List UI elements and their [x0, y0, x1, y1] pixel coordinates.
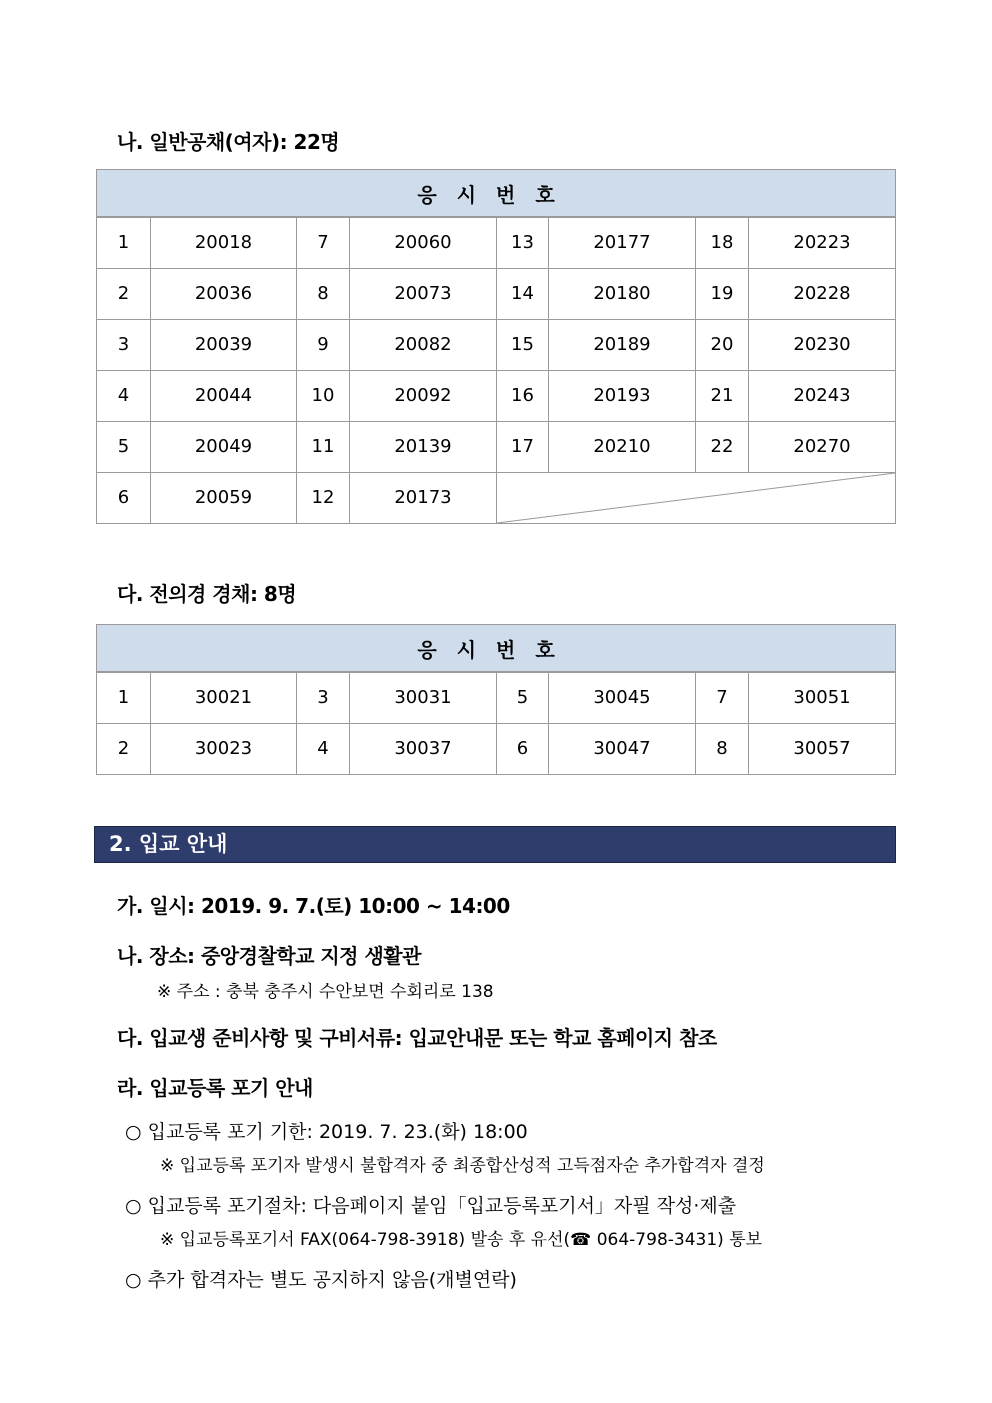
cell-index: 6 — [497, 723, 549, 774]
cell-index: 13 — [497, 217, 549, 268]
cell-index: 9 — [297, 319, 350, 370]
table-row — [97, 268, 896, 319]
section-title-conscript: 다. 전의경 경채: 8명 — [117, 582, 297, 606]
withdrawal-procedure: ○ 입교등록 포기절차: 다음페이지 붙임「입교등록포기서」자필 작성·제출 — [125, 1195, 737, 1217]
cell-exam-number: 30023 — [151, 723, 297, 774]
cell-exam-number: 20180 — [549, 268, 696, 319]
cell-index: 7 — [297, 217, 350, 268]
general-applicant-table — [96, 169, 896, 524]
section-title-general: 나. 일반공채(여자): 22명 — [117, 130, 340, 154]
withdrawal-procedure-note: ※ 입교등록포기서 FAX(064-798-3918) 발송 후 유선(☎ 064-798-3431) 통보 — [160, 1230, 763, 1250]
table-row — [97, 370, 896, 421]
cell-index: 18 — [696, 217, 749, 268]
cell-exam-number: 20092 — [350, 370, 497, 421]
cell-index: 17 — [497, 421, 549, 472]
cell-exam-number: 20243 — [749, 370, 896, 421]
cell-exam-number: 20230 — [749, 319, 896, 370]
cell-exam-number: 20177 — [549, 217, 696, 268]
cell-index: 22 — [696, 421, 749, 472]
cell-exam-number: 20139 — [350, 421, 497, 472]
cell-index: 5 — [97, 421, 151, 472]
cell-exam-number: 20073 — [350, 268, 497, 319]
withdrawal-deadline-note: ※ 입교등록 포기자 발생시 불합격자 중 최종합산성적 고득점자순 추가합격자 결정 — [160, 1156, 765, 1176]
table-row — [97, 421, 896, 472]
cell-index: 2 — [97, 723, 151, 774]
table-row — [97, 672, 896, 723]
cell-exam-number: 30045 — [549, 672, 696, 723]
cell-exam-number: 30037 — [350, 723, 497, 774]
cell-index: 16 — [497, 370, 549, 421]
cell-index: 4 — [97, 370, 151, 421]
cell-index: 1 — [97, 217, 151, 268]
cell-index: 11 — [297, 421, 350, 472]
cell-index: 8 — [696, 723, 749, 774]
cell-index: 14 — [497, 268, 549, 319]
cell-exam-number: 20228 — [749, 268, 896, 319]
preparation-info: 다. 입교생 준비사항 및 구비서류: 입교안내문 또는 학교 홈페이지 참조 — [117, 1026, 717, 1050]
cell-index: 2 — [97, 268, 151, 319]
withdrawal-deadline: ○ 입교등록 포기 기한: 2019. 7. 23.(화) 18:00 — [125, 1121, 528, 1143]
cell-index: 19 — [696, 268, 749, 319]
cell-index: 5 — [497, 672, 549, 723]
cell-index: 15 — [497, 319, 549, 370]
cell-exam-number: 20060 — [350, 217, 497, 268]
additional-pass-note: ○ 추가 합격자는 별도 공지하지 않음(개별연락) — [125, 1269, 517, 1291]
cell-exam-number: 20039 — [151, 319, 297, 370]
cell-exam-number: 30051 — [749, 672, 896, 723]
cell-exam-number: 20059 — [151, 472, 297, 523]
cell-index: 20 — [696, 319, 749, 370]
table-row — [97, 472, 896, 523]
cell-exam-number: 20210 — [549, 421, 696, 472]
admission-place: 나. 장소: 중앙경찰학교 지정 생활관 — [117, 944, 421, 968]
cell-index: 1 — [97, 672, 151, 723]
cell-exam-number: 20018 — [151, 217, 297, 268]
cell-index: 4 — [297, 723, 350, 774]
cell-index: 6 — [97, 472, 151, 523]
cell-exam-number: 20223 — [749, 217, 896, 268]
admission-date: 가. 일시: 2019. 9. 7.(토) 10:00 ~ 14:00 — [117, 894, 510, 918]
table-row — [97, 319, 896, 370]
table-header: 응시번호 — [97, 625, 896, 673]
cell-exam-number: 20173 — [350, 472, 497, 523]
table-row — [97, 217, 896, 268]
cell-index: 7 — [696, 672, 749, 723]
empty-cell — [497, 472, 896, 523]
cell-index: 3 — [297, 672, 350, 723]
cell-exam-number: 30057 — [749, 723, 896, 774]
table-row — [97, 723, 896, 774]
withdrawal-title: 라. 입교등록 포기 안내 — [117, 1076, 313, 1100]
cell-exam-number: 30047 — [549, 723, 696, 774]
cell-exam-number: 20193 — [549, 370, 696, 421]
cell-index: 10 — [297, 370, 350, 421]
cell-index: 8 — [297, 268, 350, 319]
cell-exam-number: 20049 — [151, 421, 297, 472]
cell-exam-number: 20082 — [350, 319, 497, 370]
cell-exam-number: 20270 — [749, 421, 896, 472]
table-header: 응시번호 — [97, 170, 896, 218]
cell-exam-number: 20189 — [549, 319, 696, 370]
cell-index: 3 — [97, 319, 151, 370]
cell-index: 12 — [297, 472, 350, 523]
section-header-admission: 2. 입교 안내 — [94, 826, 896, 863]
cell-exam-number: 20036 — [151, 268, 297, 319]
cell-exam-number: 30031 — [350, 672, 497, 723]
conscript-applicant-table — [96, 624, 896, 775]
address-note: ※ 주소 : 충북 충주시 수안보면 수회리로 138 — [157, 982, 494, 1002]
cell-exam-number: 30021 — [151, 672, 297, 723]
cell-exam-number: 20044 — [151, 370, 297, 421]
cell-index: 21 — [696, 370, 749, 421]
